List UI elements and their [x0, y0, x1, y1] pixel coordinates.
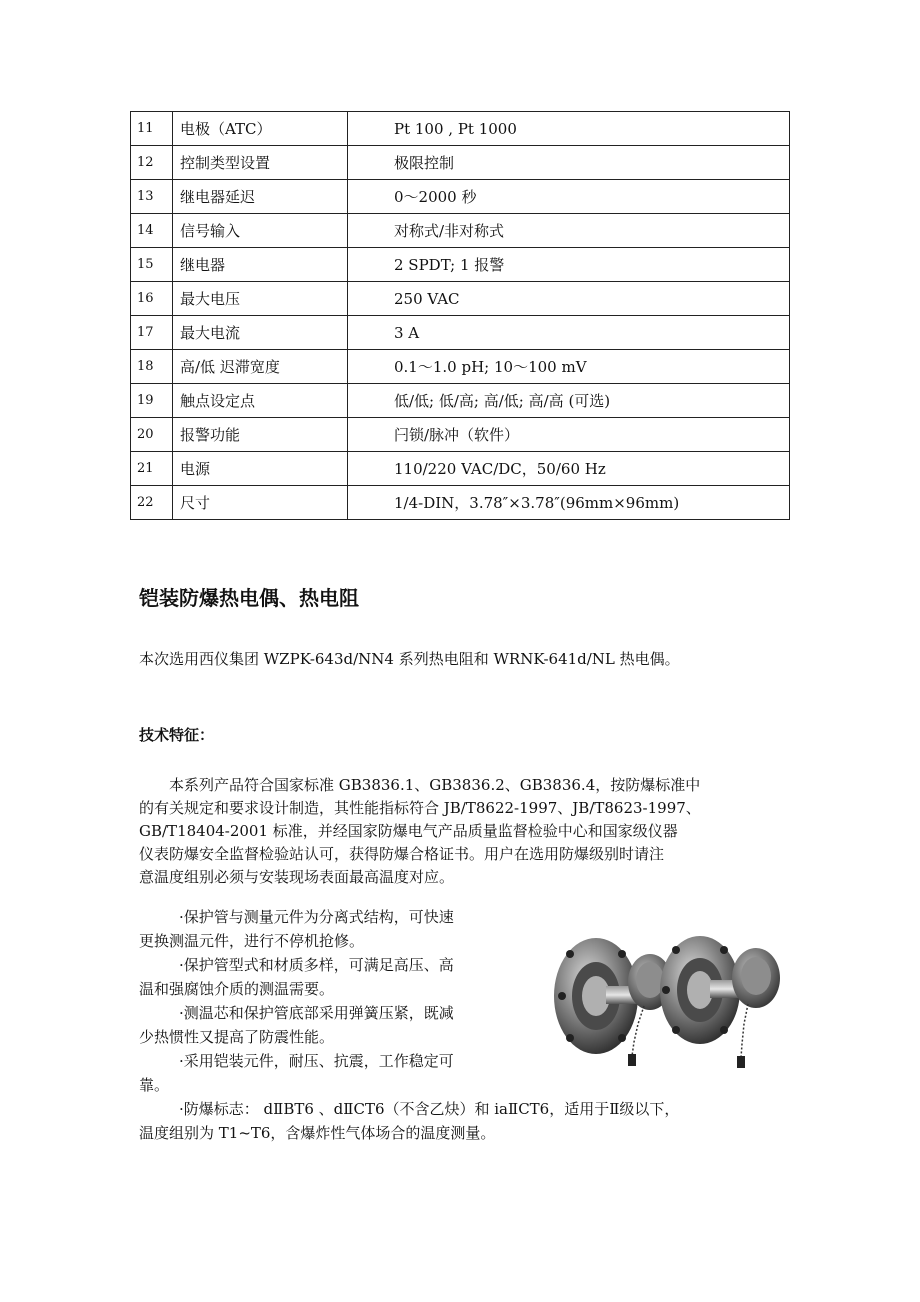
table-row — [131, 418, 790, 452]
feature-line: ·测温芯和保护管底部采用弹簧压紧，既减 — [179, 1004, 454, 1022]
table-row — [131, 486, 790, 520]
row-value: 110/220 VAC/DC，50/60 Hz — [348, 452, 790, 486]
list-item — [139, 1097, 799, 1145]
thermocouple-unit-left — [554, 938, 672, 1066]
row-item: 尺寸 — [173, 486, 348, 520]
row-number: 21 — [131, 452, 173, 486]
row-item: 控制类型设置 — [173, 146, 348, 180]
row-number: 17 — [131, 316, 173, 350]
row-item: 高/低 迟滞宽度 — [173, 350, 348, 384]
feature-line: 少热惯性又提高了防震性能。 — [139, 1028, 335, 1046]
section-heading: 铠装防爆热电偶、热电阻 — [139, 586, 359, 610]
row-value: 1/4-DIN，3.78″×3.78″(96mm×96mm) — [348, 486, 790, 520]
feature-line: ·采用铠装元件，耐压、抗震，工作稳定可 — [179, 1052, 454, 1070]
row-item: 电源 — [173, 452, 348, 486]
tech-features-heading: 技术特征： — [139, 726, 215, 744]
row-number: 16 — [131, 282, 173, 316]
row-item: 信号输入 — [173, 214, 348, 248]
thermocouple-photo — [548, 924, 788, 1074]
row-number: 11 — [131, 112, 173, 146]
row-number: 20 — [131, 418, 173, 452]
row-number: 12 — [131, 146, 173, 180]
paragraph-line: GB/T18404-2001 标准，并经国家防爆电气产品质量监督检验中心和国家级仪器 — [139, 822, 678, 840]
row-item: 继电器延迟 — [173, 180, 348, 214]
row-value: 3 A — [348, 316, 790, 350]
compliance-paragraph — [139, 774, 789, 889]
table-row — [131, 452, 790, 486]
feature-line: ·防爆标志： dⅡBT6 、dⅡCT6（不含乙炔）和 iaⅡCT6，适用于Ⅱ级以下， — [179, 1100, 680, 1118]
row-item: 电极（ATC） — [173, 112, 348, 146]
row-number: 14 — [131, 214, 173, 248]
table-row — [131, 146, 790, 180]
table-row — [131, 282, 790, 316]
row-item: 最大电流 — [173, 316, 348, 350]
row-number: 15 — [131, 248, 173, 282]
feature-line: 温和强腐蚀介质的测温需要。 — [139, 980, 335, 998]
intro-text: 本次选用西仪集团 WZPK-643d/NN4 系列热电阻和 WRNK-641d/NL 热电偶。 — [139, 650, 680, 668]
table-row — [131, 248, 790, 282]
row-value: 2 SPDT; 1 报警 — [348, 248, 790, 282]
row-value: 0～2000 秒 — [348, 180, 790, 214]
table-row — [131, 180, 790, 214]
paragraph-line: 意温度组别必须与安装现场表面最高温度对应。 — [139, 868, 455, 886]
table-row — [131, 350, 790, 384]
feature-line: 更换测温元件，进行不停机抢修。 — [139, 932, 365, 950]
row-value: 极限控制 — [348, 146, 790, 180]
row-value: 250 VAC — [348, 282, 790, 316]
paragraph-line: 本系列产品符合国家标准 GB3836.1、GB3836.2、GB3836.4，按防爆标准中 — [139, 776, 701, 794]
table-row — [131, 316, 790, 350]
thermocouple-unit-right — [660, 936, 780, 1068]
row-number: 18 — [131, 350, 173, 384]
row-number: 13 — [131, 180, 173, 214]
row-number: 22 — [131, 486, 173, 520]
row-item: 报警功能 — [173, 418, 348, 452]
row-value: 闩锁/脉冲（软件） — [348, 418, 790, 452]
feature-line: ·保护管型式和材质多样，可满足高压、高 — [179, 956, 454, 974]
paragraph-line: 的有关规定和要求设计制造，其性能指标符合 JB/T8622-1997、JB/T8623-1997、 — [139, 799, 701, 817]
row-value: Pt 100 , Pt 1000 — [348, 112, 790, 146]
feature-line: ·保护管与测量元件为分离式结构，可快速 — [179, 908, 454, 926]
row-value: 对称式/非对称式 — [348, 214, 790, 248]
table-row — [131, 214, 790, 248]
row-value: 低/低; 低/高; 高/低; 高/高 (可选) — [348, 384, 790, 418]
spec-table — [130, 111, 790, 520]
row-item: 继电器 — [173, 248, 348, 282]
feature-line: 靠。 — [139, 1076, 170, 1094]
table-row — [131, 112, 790, 146]
table-row — [131, 384, 790, 418]
paragraph-line: 仪表防爆安全监督检验站认可，获得防爆合格证书。用户在选用防爆级别时请注 — [139, 845, 665, 863]
row-item: 触点设定点 — [173, 384, 348, 418]
feature-line: 温度组别为 T1~T6，含爆炸性气体场合的温度测量。 — [139, 1124, 496, 1142]
row-item: 最大电压 — [173, 282, 348, 316]
row-value: 0.1～1.0 pH; 10～100 mV — [348, 350, 790, 384]
row-number: 19 — [131, 384, 173, 418]
